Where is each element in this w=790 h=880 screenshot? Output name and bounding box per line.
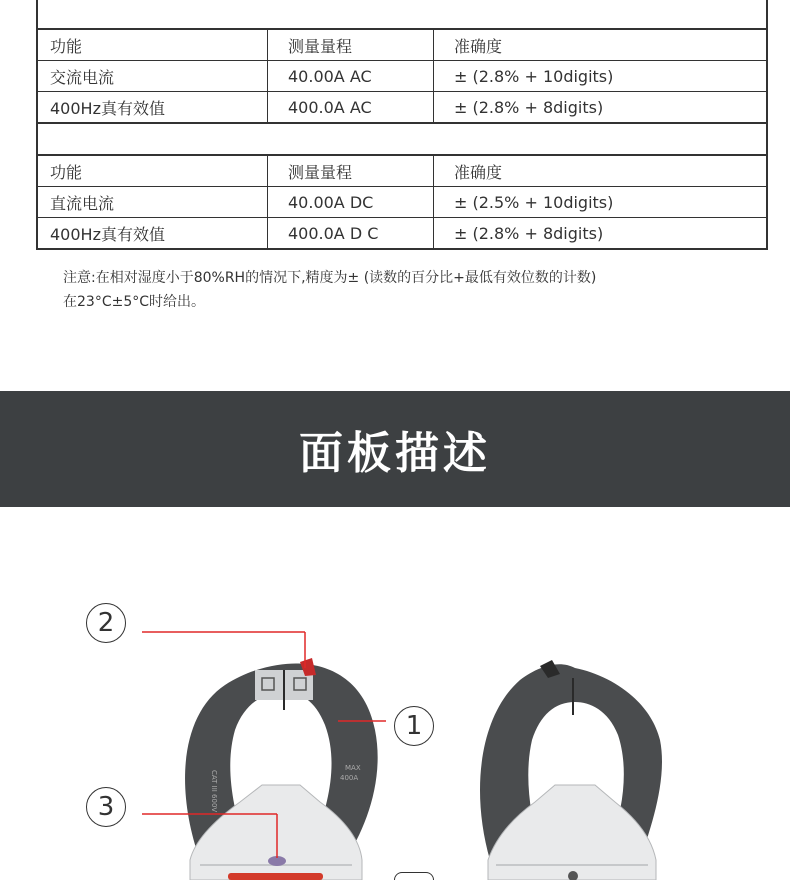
range-cell: 400.0A D C	[268, 218, 434, 248]
header-accuracy: 准确度	[454, 162, 503, 182]
header-accuracy: 准确度	[454, 36, 503, 56]
table-row	[38, 61, 766, 92]
section-banner	[0, 391, 790, 507]
callout-1: 1	[394, 706, 434, 746]
note-line-2: 在23°C±5°C时给出。	[63, 294, 206, 310]
function-cell: 400Hz真有效值	[38, 92, 268, 122]
note-line-1: 注意:在相对湿度小于80%RH的情况下,精度为± (读数的百分比+最低有效位数的计数)	[63, 270, 597, 286]
function-cell: 直流电流	[38, 187, 268, 217]
callout-4	[394, 872, 434, 880]
header-function: 功能	[38, 30, 268, 60]
clamp-meter-illustration	[0, 540, 790, 880]
range-cell: 40.00A AC	[268, 61, 434, 91]
function-cell: 400Hz真有效值	[38, 218, 268, 248]
right-clamp-meter	[480, 660, 662, 880]
callout-3: 3	[86, 787, 126, 827]
spec-table	[36, 0, 768, 250]
table-row	[38, 187, 766, 218]
left-clamp-meter	[185, 658, 378, 880]
header-range: 测量量程	[268, 30, 434, 60]
range-cell: 40.00A DC	[268, 187, 434, 217]
banner-title: 面板描述	[299, 428, 491, 479]
accuracy-cell: ± (2.5% + 10digits)	[454, 192, 614, 212]
callout-2: 2	[86, 603, 126, 643]
table-row	[38, 218, 766, 250]
table-section-spacer	[38, 124, 766, 156]
table-top-blank-row	[38, 0, 766, 30]
table-header-row-2	[38, 156, 766, 187]
table-row	[38, 92, 766, 124]
table-header-row-1	[38, 30, 766, 61]
jaw-label-left: CAT III 600V	[210, 770, 218, 813]
range-cell: 400.0A AC	[268, 92, 434, 122]
svg-text:400A: 400A	[340, 774, 359, 782]
accuracy-note	[63, 266, 763, 314]
accuracy-cell: ± (2.8% + 10digits)	[454, 66, 614, 86]
jaw-label-right: MAX	[345, 764, 361, 772]
header-range: 测量量程	[268, 156, 434, 186]
accuracy-cell: ± (2.8% + 8digits)	[454, 97, 604, 117]
display-edge	[228, 873, 323, 880]
function-cell: 交流电流	[38, 61, 268, 91]
accuracy-cell: ± (2.8% + 8digits)	[454, 223, 604, 243]
header-function: 功能	[38, 156, 268, 186]
